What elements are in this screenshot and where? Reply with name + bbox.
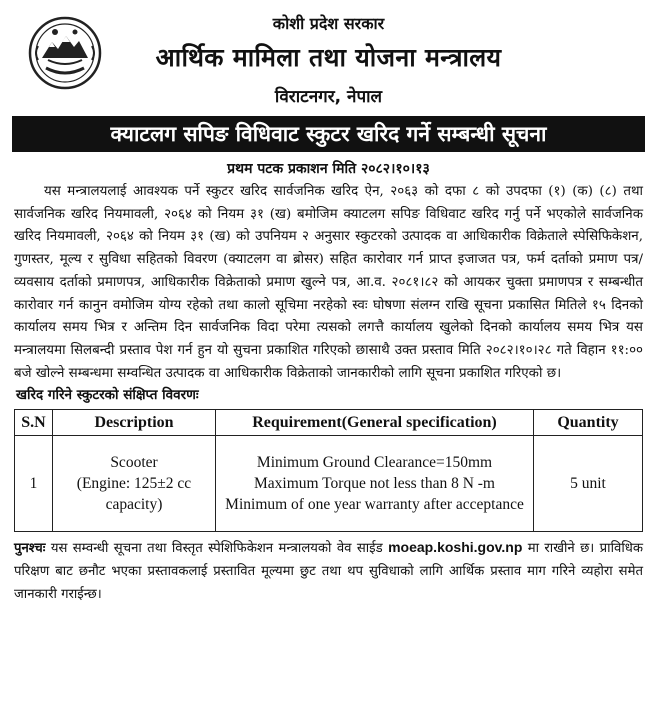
header-requirement: Requirement(General specification) [216,410,534,436]
header-description: Description [53,410,216,436]
footnote-text-after: मा राखीने छ। प्राविधिक परिक्षण बाट छनौट भएका प्रस्तावकलाई प्रस्तावित मूल्यमा छुट तथा थप सुविधाको लागि आर्थिक प्रस्ताव माग गरिने व्यहोरा समेत जानकारी गराईन्छ। [14,541,643,603]
summary-title: खरिद गरिने स्कुटरको संक्षिप्त विवरणः [16,387,199,404]
footnote-text-before: यस सम्वन्धी सूचना तथा विस्तृत स्पेशिफिकेशन मन्त्रालयको वेव साईड [50,541,383,557]
footnote-label: पुनश्चः [14,541,46,557]
government-name: कोशी प्रदेश सरकार [272,14,385,33]
description-name: Scooter [110,454,158,472]
cell-description [53,436,216,532]
notice-title-banner: क्याटलग सपिङ विधिवाट स्कुटर खरिद गर्ने सम्बन्धी सूचना [12,116,645,152]
specification-table [14,409,643,532]
table-header-row [15,410,643,436]
requirement-item: Minimum Ground Clearance=150mm [256,454,493,472]
cell-requirement [216,436,534,532]
publication-date: प्रथम पटक प्रकाशन मिति २०८२।१०।१३ [227,161,430,177]
notice-header [14,0,643,116]
ministry-website-link[interactable]: moeap.koshi.gov.np [388,539,523,556]
cell-sn: 1 [15,436,53,532]
notice-body: यस मन्त्रालयलाई आवश्यक पर्ने स्कुटर खरिद सार्वजनिक खरिद ऐन, २०६३ को दफा ८ को उपदफा (१) (क) (८) तथा सार्वजनिक खरिद नियमावली, २०६४ को नियम ३१ (ख) बमोजिम क्याटलग सपिङ विधिवाट खरिद गर्नु पर्ने भएकोले सार्वजनिक खरिद नियमावली, २०६४ को नियम ३१ (ख) को उपनियम २ अनुसार स्कुटरको उत्पादक वा आधिकारीक विक्रेताले स्पेसिफिकेशन, गुणस्तर, मूल्य र सुविधा सहितको विवरण (क्याटलग वा ब्रोसर) सहित कारोवार गर्न प्राप्त इजाजत पत्र, फर्म दर्ताको प्रमाण पत्र/ व्यवसाय दर्ताको प्रमाणपत्र, आधिकारीक विक्रेताको प्रमाण खुल्ने पत्र, आ.व. २०८१।८२ को आयकर चुक्ता प्रमाणपत्र र सम्बन्धीत कारोवार गर्न कानुन वमोजिम योग्य रहेको तथा कालो सूचिमा नरहेको स्वः घोषणा संलग्न राखि सूचना प्रकासित मितिले १५ दिनको कार्यालय समय भित्र र अन्तिम दिन सार्वजनिक विदा परेमा त्यसको लगत्तै कार्यालय खुलेको दिनको कार्यालय समय भित्र यस मन्त्रालयमा सिलबन्दी प्रस्ताव पेश गर्न हुन यो सुचना प्रकाशित गरिएको छासाथै उक्त प्रस्ताव मिति २०८२।१०।२८ गते विहान ११:०० बजे खोल्ने सम्बन्धमा सम्वन्धित उत्पादक वा आधिकारीक विक्रेताको जानकारीको लागि सूचना प्रकाशित गरिएको छ। [14,184,643,381]
ministry-name: आर्थिक मामिला तथा योजना मन्त्रालय [155,43,502,72]
footnote [14,536,643,606]
ministry-location: विराटनगर, नेपाल [274,87,383,107]
table-row [15,436,643,532]
header-quantity: Quantity [534,410,643,436]
cell-quantity: 5 unit [534,436,643,532]
header-sn: S.N [15,410,53,436]
requirement-item: Minimum of one year warranty after acceptance [225,496,524,514]
description-detail: (Engine: 125±2 cc capacity) [76,475,192,514]
requirement-item: Maximum Torque not less than 8 N -m [253,475,495,493]
